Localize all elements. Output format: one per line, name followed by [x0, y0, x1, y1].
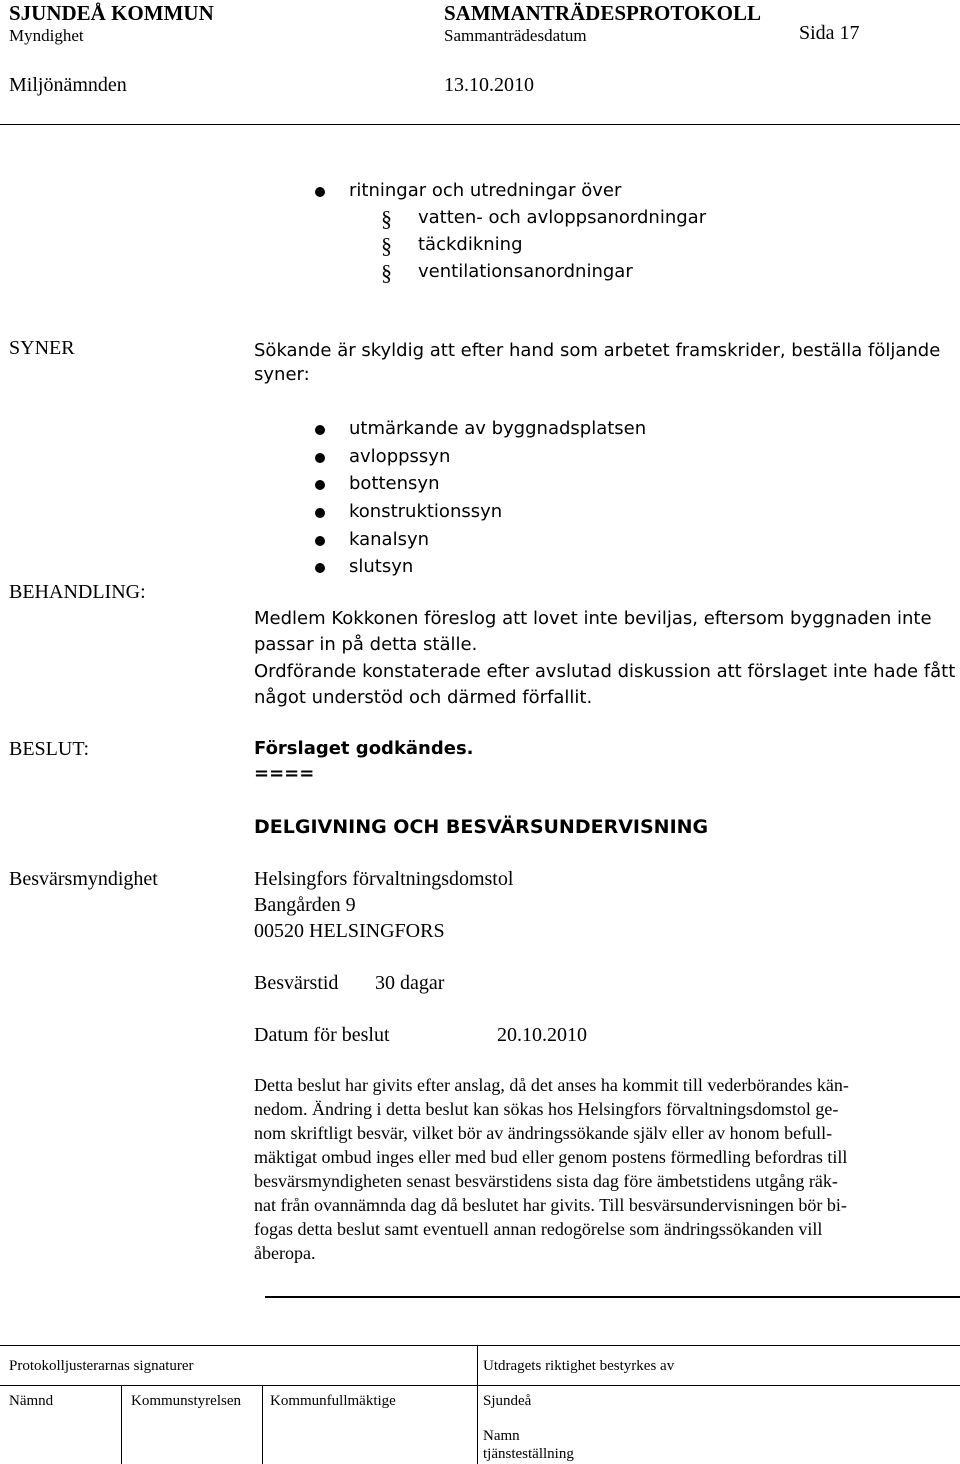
appeal-paragraph-line: nedom. Ändring i detta beslut kan sökas hos Helsingfors förvaltningsdomstol ge- [254, 1099, 839, 1119]
appeal-paragraph-line: åberopa. [254, 1243, 316, 1263]
footer-top-border [0, 1345, 960, 1346]
document-type: SAMMANTRÄDESPROTOKOLL [444, 1, 761, 25]
syner-item: avloppssyn [349, 446, 451, 467]
appeal-authority-label: Besvärsmyndighet [9, 868, 158, 890]
section-sign-icon: § [381, 206, 392, 231]
appeal-time-label: Besvärstid [254, 972, 339, 994]
header-divider [0, 124, 960, 125]
footer-separator [265, 1296, 960, 1298]
appeal-time-value: 30 dagar [375, 972, 445, 994]
bullet-icon [315, 453, 325, 463]
drawings-sub-item: ventilationsanordningar [418, 261, 633, 282]
footer-municipality: Sjundeå [483, 1393, 532, 1409]
bullet-icon [315, 425, 325, 435]
drawings-sub-item: täckdikning [418, 234, 523, 255]
beslut-text: Förslaget godkändes. [254, 738, 474, 759]
drawings-sub-item: vatten- och avloppsanordningar [418, 207, 707, 228]
syner-text: syner: [254, 364, 310, 385]
footer-column-divider [262, 1385, 263, 1464]
syner-item: utmärkande av byggnadsplatsen [349, 418, 647, 439]
footer-column-divider [477, 1345, 478, 1464]
court-postal: 00520 HELSINGFORS [254, 920, 445, 942]
court-name: Helsingfors förvaltningsdomstol [254, 868, 514, 890]
delgivning-title: DELGIVNING OCH BESVÄRSUNDERVISNING [254, 816, 709, 838]
section-sign-icon: § [381, 260, 392, 285]
meeting-date-label: Sammanträdesdatum [444, 26, 587, 45]
footer-name-label: Namn [483, 1428, 520, 1444]
appeal-paragraph-line: fogas detta beslut samt eventuell annan redogörelse som ändringssökanden vill [254, 1219, 823, 1239]
footer-position-label: tjänsteställning [483, 1446, 574, 1462]
behandling-text: Ordförande konstaterade efter avslutad diskussion att förslaget inte hade fått [254, 661, 956, 682]
drawings-item: ritningar och utredningar över [349, 180, 622, 201]
appeal-paragraph-line: besvärsmyndigheten senast besvärstidens sista dag före ämbetstidens utgång räk- [254, 1171, 838, 1191]
appeal-paragraph-line: nom skriftligt besvär, vilket bör av ändringssökande själv eller av honom befull- [254, 1123, 833, 1143]
syner-item: bottensyn [349, 473, 440, 494]
bullet-icon [315, 536, 325, 546]
certified-label: Utdragets riktighet bestyrkes av [483, 1358, 675, 1374]
bullet-icon [315, 480, 325, 490]
decision-date: 20.10.2010 [497, 1024, 587, 1046]
bullet-icon [315, 563, 325, 573]
authority-name: Miljönämnden [9, 74, 127, 96]
footer-municipal-council: Kommunfullmäktige [270, 1393, 396, 1409]
organization-name: SJUNDEÅ KOMMUN [9, 1, 214, 25]
footer-municipal-board: Kommunstyrelsen [131, 1393, 241, 1409]
decision-date-label: Datum för beslut [254, 1024, 390, 1046]
behandling-text: passar in på detta ställe. [254, 634, 478, 655]
syner-item: slutsyn [349, 556, 414, 577]
behandling-text: något understöd och därmed förfallit. [254, 687, 593, 708]
footer-column-divider [121, 1385, 122, 1464]
syner-item: konstruktionssyn [349, 501, 503, 522]
appeal-paragraph-line: nat från ovannämnda dag då beslutet har givits. Till besvärsundervisningen bör bi- [254, 1195, 847, 1215]
footer-row-divider [0, 1385, 960, 1386]
behandling-label: BEHANDLING: [9, 581, 146, 603]
page-number: Sida 17 [799, 22, 860, 44]
appeal-paragraph-line: Detta beslut har givits efter anslag, då det anses ha kommit till vederbörandes kän- [254, 1075, 849, 1095]
bullet-icon [315, 508, 325, 518]
beslut-marker: ==== [254, 763, 315, 784]
court-street: Bangården 9 [254, 894, 356, 916]
behandling-text: Medlem Kokkonen föreslog att lovet inte beviljas, eftersom byggnaden inte [254, 608, 932, 629]
footer-board: Nämnd [9, 1393, 54, 1409]
signatures-label: Protokolljusterarnas signaturer [9, 1358, 194, 1374]
appeal-paragraph-line: mäktigat ombud inges eller med bud eller genom postens förmedling befordras till [254, 1147, 848, 1167]
meeting-date: 13.10.2010 [444, 74, 534, 96]
bullet-icon [315, 187, 325, 197]
syner-text: Sökande är skyldig att efter hand som arbetet framskrider, beställa följande [254, 340, 941, 361]
syner-item: kanalsyn [349, 529, 430, 550]
beslut-label: BESLUT: [9, 738, 90, 760]
authority-label: Myndighet [9, 26, 84, 45]
section-sign-icon: § [381, 233, 392, 258]
syner-label: SYNER [9, 337, 75, 359]
